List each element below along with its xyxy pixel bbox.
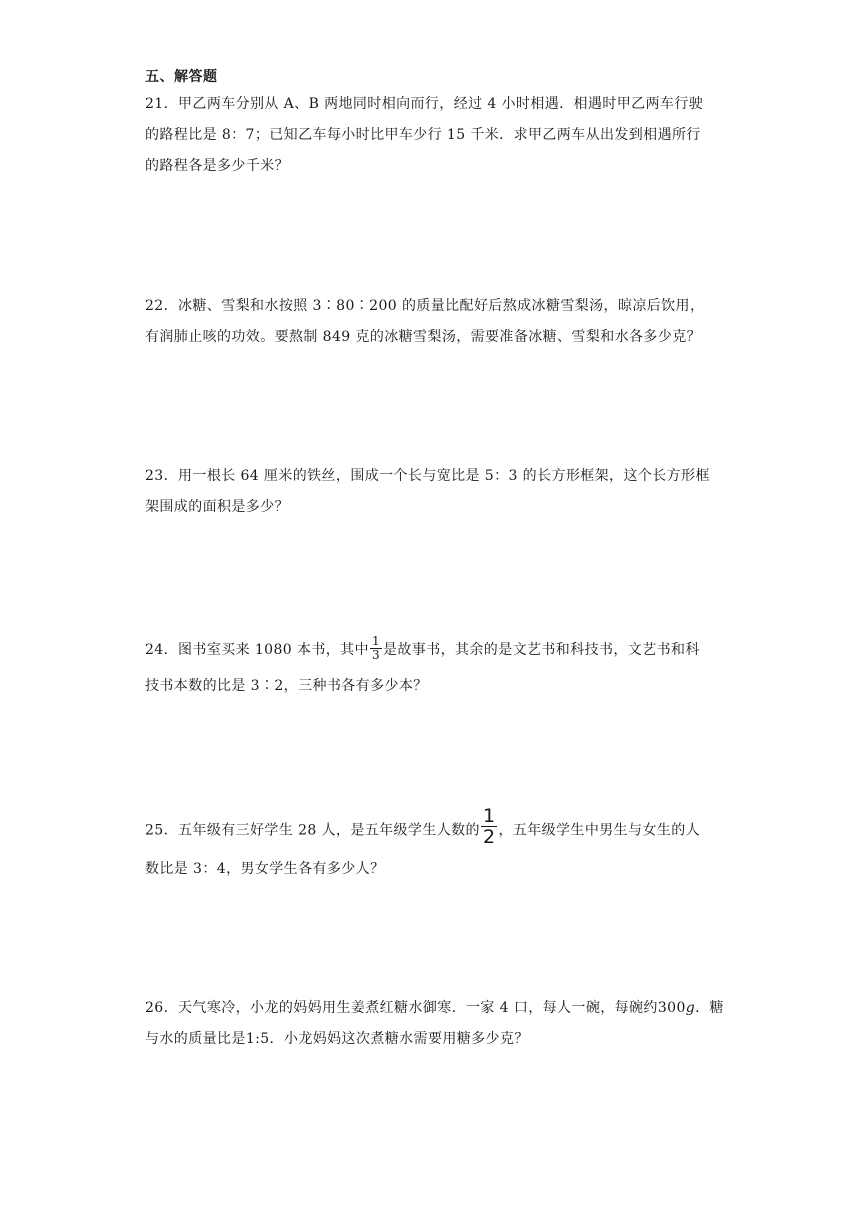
question-text: 26．天气寒冷，小龙的妈妈用生姜煮红糖水御寒．一家 4 口，每人一碗，每碗约 [145,1000,658,1016]
fraction [370,635,382,662]
question-text: 与水的质量比是 [145,1031,246,1047]
question-text: 25．五年级有三好学生 28 人，是五年级学生人数的 [145,822,480,839]
fraction-numerator: 1 [371,633,380,648]
question-line: 的路程比是 8：7；已知乙车每小时比甲车少行 15 千米．求甲乙两车从出发到相遇所行 [145,127,701,143]
question-line: 有润肺止咳的功效。要熬制 849 克的冰糖雪梨汤，需要准备冰糖、雪梨和水各多少克？ [145,329,702,345]
question-line [145,805,717,851]
question-24 [145,632,717,704]
question-line [145,993,724,1024]
question-line: 21．甲乙两车分别从 A、B 两地同时相向而行，经过 4 小时相遇．相遇时甲乙两车行驶 [145,96,704,112]
section-title: 五、解答题 [145,69,218,85]
question-26 [145,993,724,1055]
fraction-denominator: 2 [482,826,496,848]
fraction-numerator: 1 [482,805,496,827]
question-line: 数比是 3：4，男女学生各有多少人？ [145,861,385,877]
fraction-denominator: 3 [371,647,380,662]
question-line: 的路程各是多少千米？ [145,158,289,174]
mass-value: 300 [657,1000,686,1016]
question-text: 是故事书，其余的是文艺书和科技书，文艺书和科 [383,642,700,658]
question-line: 技书本数的比是 3∶2，三种书各有多少本？ [145,678,428,694]
question-text: ．小龙妈妈这次煮糖水需要用糖多少克？ [269,1031,529,1047]
mass-unit: g [685,1000,696,1016]
question-text: ．糖 [695,1000,724,1016]
question-line [145,1024,717,1055]
question-line [145,632,717,668]
ratio-value: 1:5 [245,1031,270,1047]
question-text: 24．图书室买来 1080 本书，其中 [145,642,369,658]
question-22 [145,291,717,353]
fraction [481,806,498,847]
question-23 [145,461,717,523]
question-21 [145,89,717,182]
question-25 [145,805,717,887]
question-line: 22．冰糖、雪梨和水按照 3∶80∶200 的质量比配好后熬成冰糖雪梨汤，晾凉后饮用， [145,298,705,314]
question-line: 23．用一根长 64 厘米的铁丝，围成一个长与宽比是 5：3 的长方形框架，这个长方形框 [145,468,710,484]
question-line: 架围成的面积是多少？ [145,499,289,515]
question-text: ，五年级学生中男生与女生的人 [498,822,701,839]
